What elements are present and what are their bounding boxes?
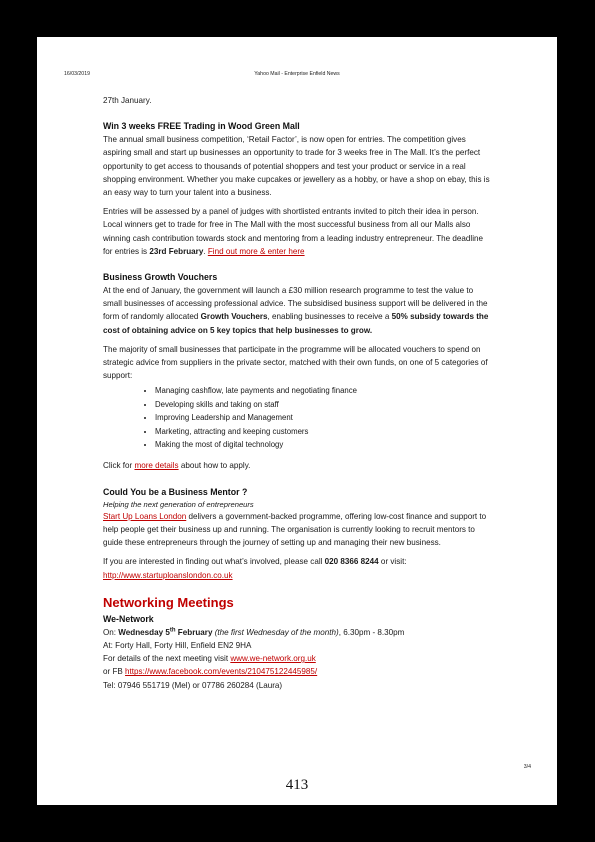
intro-tail: 27th January.: [103, 96, 152, 105]
wood-green-heading: Win 3 weeks FREE Trading in Wood Green Mall: [103, 121, 300, 132]
list-item: • Making the most of digital technology: [155, 438, 493, 451]
list-item: • Marketing, attracting and keeping customers: [155, 425, 493, 438]
document-page-number: 413: [285, 777, 309, 793]
support-categories-list: [103, 384, 493, 451]
enter-here-link[interactable]: Find out more & enter here: [207, 246, 305, 256]
mentor-heading: Could You be a Business Mentor ?: [103, 486, 248, 497]
print-page-number: 3/4: [523, 764, 531, 770]
list-item: • Managing cashflow, late payments and negotiating finance: [155, 384, 493, 397]
mentor-para2: If you are interested in finding out what’s involved, please call 020 8366 8244 or visit:: [103, 557, 407, 567]
start-up-loans-link[interactable]: Start Up Loans London: [103, 511, 187, 521]
meeting-address: At: Forty Hall, Forty Hill, Enfield EN2 9HA: [103, 640, 252, 650]
mentor-url-line: [103, 569, 493, 582]
facebook-line: or FB https://www.facebook.com/events/210475122445985/: [103, 667, 318, 677]
click-details-line: Click for more details about how to apply.: [103, 461, 251, 471]
startuploans-url-link[interactable]: http://www.startuploanslondon.co.uk: [103, 570, 233, 580]
list-item: • Developing skills and taking on staff: [155, 398, 493, 411]
print-date: 16/03/2019: [64, 71, 90, 77]
growth-para1: At the end of January, the government will launch a £30 million research programme to test the value to small businesses of accessing professional advice. The subsidised business support will be delivered in the form of randomly allocated Growth Vouchers, enabling businesses to receive a 50% subsidy towards the cost of obtaining advice on 5 key topics that help businesses to grow.: [103, 286, 489, 335]
deadline-date: 23rd February: [149, 246, 204, 256]
document-page: [37, 37, 557, 805]
networking-heading: Networking Meetings: [103, 594, 234, 610]
print-title: Yahoo Mail - Enterprise Enfield News: [254, 71, 340, 77]
mentor-phone: 020 8366 8244: [324, 557, 379, 567]
more-details-link[interactable]: more details: [134, 461, 179, 471]
wood-green-para2: Entries will be assessed by a panel of judges with shortlisted entrants invited to pitch their idea in person. Local winners get to trade for free in The Mall with the most successful business from all our Malls also winning cash contribution towards stock and mentoring from a leading industry entrepreneur. The deadline for entries is 23rd February. Find out more & enter here: [103, 207, 484, 256]
list-item: • Improving Leadership and Management: [155, 411, 493, 424]
meeting-date-line: On: Wednesday 5th February (the first Wednesday of the month), 6.30pm - 8.30pm: [103, 627, 405, 637]
we-network-link[interactable]: www.we-network.org.uk: [230, 654, 316, 664]
meeting-details-line: For details of the next meeting visit www.we-network.org.uk: [103, 654, 316, 664]
growth-heading: Business Growth Vouchers: [103, 272, 218, 283]
growth-para2: The majority of small businesses that participate in the programme will be allocated vouchers to spend on strategic advice from suppliers in the private sector, matched with their own funds, on one of 5 categories of support:: [103, 344, 488, 381]
wood-green-para1: The annual small business competition, ‘Retail Factor’, is now open for entries. The competition gives aspiring small and start up businesses an opportunity to trade for 3 weeks free in The Mall. It’s the perfect opportunity to get access to thousands of potential shoppers and test your product or service in a real shopping environment. Whether you make cupcakes or jewellery as a hobby, or have a shop on ebay, this is an easy way to turn your talent into a business.: [103, 135, 490, 198]
mentor-subheading: Helping the next generation of entrepreneurs: [103, 499, 254, 509]
email-body: [103, 94, 493, 692]
telephone-line: Tel: 07946 551719 (Mel) or 07786 260284 (Laura): [103, 680, 283, 690]
we-network-heading: We-Network: [103, 613, 154, 624]
mentor-para1: Start Up Loans London delivers a government-backed programme, offering low-cost finance and support to help people get their business up and running. The organisation is currently looking to recruit mentors to guide these entrepreneurs through the journey of setting up and managing their new business.: [103, 511, 487, 548]
facebook-event-link[interactable]: https://www.facebook.com/events/210475122445985/: [125, 667, 318, 677]
